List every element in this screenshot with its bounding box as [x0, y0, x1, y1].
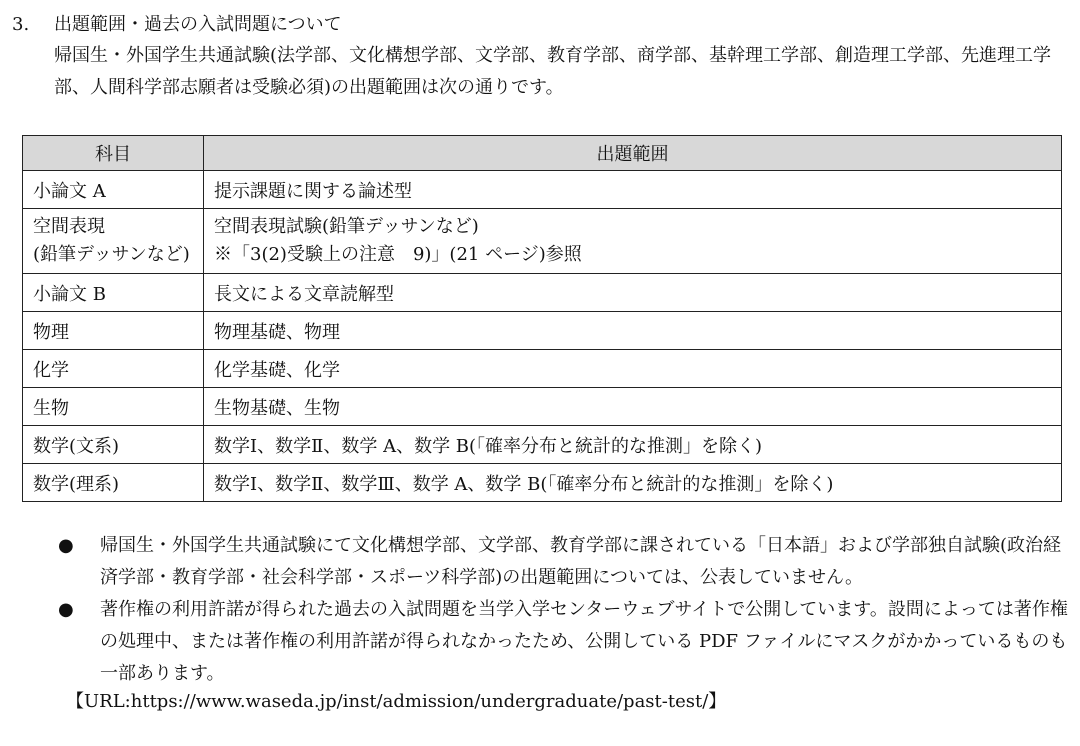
range-line: 空間表現試験(鉛筆デッサンなど) — [214, 216, 479, 237]
range-cell: 生物基礎、生物 — [204, 388, 1062, 426]
notes-list — [58, 530, 1068, 690]
range-cell: 物理基礎、物理 — [204, 312, 1062, 350]
subject-cell: 小論文 B — [23, 274, 204, 312]
table-row — [23, 274, 1062, 312]
bullet-icon: ● — [58, 535, 74, 556]
range-cell: 提示課題に関する論述型 — [204, 171, 1062, 209]
list-item — [58, 530, 1068, 594]
subject-cell: 生物 — [23, 388, 204, 426]
section-number: 3. — [12, 14, 30, 35]
subject-cell: 数学(文系) — [23, 426, 204, 464]
past-test-url: 【URL:https://www.waseda.jp/inst/admission/undergraduate/past-test/】 — [66, 691, 727, 712]
section-title: 出題範囲・過去の入試問題について — [54, 14, 342, 35]
range-cell: 長文による文章読解型 — [204, 274, 1062, 312]
subject-cell: 化学 — [23, 350, 204, 388]
table-row — [23, 426, 1062, 464]
table-row — [23, 209, 1062, 274]
table-row — [23, 312, 1062, 350]
subject-line: (鉛筆デッサンなど) — [33, 244, 190, 265]
table-row — [23, 171, 1062, 209]
list-item — [58, 594, 1068, 690]
range-line: ※「3(2)受験上の注意 9)」(21 ページ)参照 — [214, 244, 582, 265]
range-cell: 数学Ⅰ、数学Ⅱ、数学Ⅲ、数学 A、数学 B(「確率分布と統計的な推測」を除く) — [204, 464, 1062, 502]
subject-cell — [23, 209, 204, 274]
bullet-icon: ● — [58, 599, 74, 620]
table-row — [23, 464, 1062, 502]
subject-cell: 数学(理系) — [23, 464, 204, 502]
note-text: 著作権の利用許諾が得られた過去の入試問題を当学入学センターウェブサイトで公開しています。設問によっては著作権の処理中、または著作権の利用許諾が得られなかったため、公開している PDF ファイルにマスクがかかっているものも一部あります。 — [100, 599, 1068, 684]
intro-paragraph: 帰国生・外国学生共通試験(法学部、文化構想学部、文学部、教育学部、商学部、基幹理工学部、創造理工学部、先進理工学部、人間科学部志願者は受験必須)の出題範囲は次の通りです。 — [54, 45, 1052, 98]
range-cell: 化学基礎、化学 — [204, 350, 1062, 388]
note-text: 帰国生・外国学生共通試験にて文化構想学部、文学部、教育学部に課されている「日本語」および学部独自試験(政治経済学部・教育学部・社会科学部・スポーツ科学部)の出題範囲については、公表していません。 — [100, 535, 1062, 588]
table-row — [23, 350, 1062, 388]
range-cell — [204, 209, 1062, 274]
exam-scope-table — [22, 135, 1062, 502]
table-row — [23, 388, 1062, 426]
table-header-row — [23, 136, 1062, 171]
range-cell: 数学Ⅰ、数学Ⅱ、数学 A、数学 B(「確率分布と統計的な推測」を除く) — [204, 426, 1062, 464]
subject-cell: 物理 — [23, 312, 204, 350]
section-heading — [12, 12, 342, 38]
header-range: 出題範囲 — [204, 136, 1062, 171]
subject-line: 空間表現 — [33, 216, 105, 237]
subject-cell: 小論文 A — [23, 171, 204, 209]
header-subject: 科目 — [23, 136, 204, 171]
